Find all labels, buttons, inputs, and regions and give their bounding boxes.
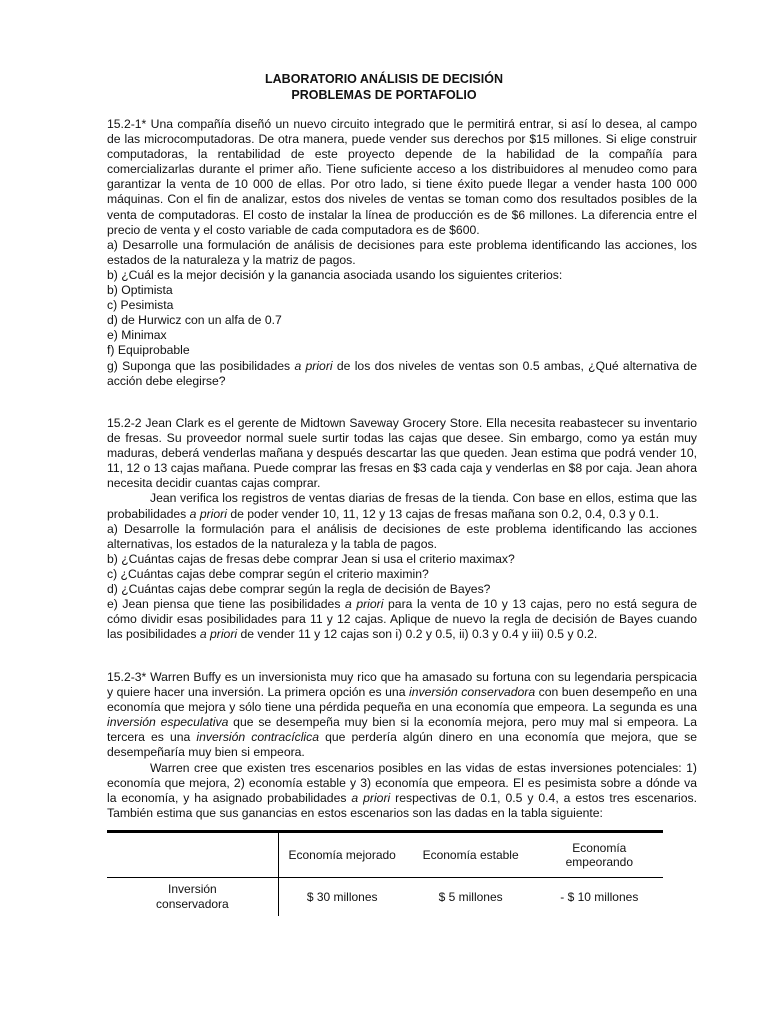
problem-15-2-3: [107, 670, 697, 821]
title-line-2: PROBLEMAS DE PORTAFOLIO: [291, 88, 477, 102]
a-priori-emphasis: a priori: [189, 506, 227, 521]
criterion-pesimista: c) Pesimista: [107, 298, 174, 313]
table-header-cell: [107, 832, 278, 878]
criterion-equiprobable: f) Equiprobable: [107, 343, 190, 358]
question-e-text: e) Jean piensa que tiene las posibilidades: [107, 597, 345, 612]
question-g-text-end: de los dos niveles de ventas son 0.5 ambas, ¿Qué alternativa de acción debe elegirse?: [107, 358, 697, 388]
table-cell: $ 5 millones: [438, 889, 503, 904]
problem-3-scenarios: [107, 761, 697, 821]
speculative-investment-emphasis: inversión especulativa: [107, 715, 229, 730]
payoff-table-container: [107, 830, 663, 916]
problem-2-question-a: a) Desarrolle la formulación para el análisis de decisiones de este problema identificando las acciones alternativas, los estados de la naturaleza y la tabla de pagos.: [107, 521, 697, 551]
problem-1-question-a: a) Desarrolle una formulación de análisis de decisiones para este problema identificando las acciones, los estados de la naturaleza y la matriz de pagos.: [107, 237, 697, 267]
table-cell: - $ 10 millones: [560, 889, 639, 904]
statement-text: que se desempeña muy bien si la economía mejora, pero muy mal si empeora. La tercera es una: [107, 715, 697, 745]
problem-2-question-e: [107, 597, 697, 642]
table-header-row: [107, 832, 663, 878]
criterion-hurwicz: d) de Hurwicz con un alfa de 0.7: [107, 313, 282, 328]
table-header-cell: Economía mejorado: [278, 832, 405, 878]
scenarios-text: Warren cree que existen tres escenarios posibles en las vidas de estas inversiones potenciales: 1) economía que mejora, 2) economía estable y 3) economía que empeora. El es pesimista sobre a dónde va la economía, y ha asignado probabilidades: [107, 760, 697, 805]
payoff-table: [107, 830, 663, 916]
statement-text: con buen desempeño en una economía que mejora y sólo tiene una pérdida pequeña en una economía que empeora. La segunda es una: [107, 685, 697, 715]
problem-15-2-2: [107, 416, 697, 642]
problem-2-question-d: d) ¿Cuántas cajas debe comprar según la regla de decisión de Bayes?: [107, 582, 491, 597]
a-priori-emphasis: a priori: [199, 627, 238, 642]
statement-text: 15.2-3* Warren Buffy es un inversionista muy rico que ha amasado su fortuna con su legendaria perspicacia y quiere hacer una inversión. La primera opción es una: [107, 670, 697, 700]
problem-2-question-b: b) ¿Cuántas cajas de fresas debe comprar Jean si usa el criterio maximax?: [107, 551, 515, 566]
question-e-text-mid: para la venta de 10 y 13 cajas, pero no está segura de cómo dividir esas posibilidades para 11 y 12 cajas. Aplique de nuevo la regla de decisión de Bayes cuando las posibilidades: [107, 597, 697, 642]
verification-text: Jean verifica los registros de ventas diarias de fresas de la tienda. Con base en ellos, estima que las probabilidades: [107, 491, 697, 521]
problem-1-question-g: [107, 359, 697, 389]
statement-text: que perdería algún dinero en una economía que mejora, que se desempeñaría muy bien si empeora.: [107, 730, 697, 760]
table-cell: $ 30 millones: [278, 878, 405, 917]
problem-2-verification: [107, 491, 697, 521]
countercyclical-investment-emphasis: inversión contracíclica: [196, 730, 320, 745]
problem-1-question-b: b) ¿Cuál es la mejor decisión y la ganancia asociada usando los siguientes criterios:: [107, 267, 563, 282]
problem-3-statement: [107, 670, 697, 761]
scenarios-text-end: respectivas de 0.1, 0.5 y 0.4, a estos tres escenarios. También estima que sus ganancias en estos escenarios son las dadas en la tabla siguiente:: [107, 790, 697, 820]
question-e-text-end: de vender 11 y 12 cajas son i) 0.2 y 0.5, ii) 0.3 y 0.4 y iii) 0.5 y 0.2.: [237, 627, 598, 642]
problem-2-question-c: c) ¿Cuántas cajas debe comprar según el criterio maximin?: [107, 566, 429, 581]
problem-1-statement: 15.2-1* Una compañía diseñó un nuevo circuito integrado que le permitirá entrar, si así lo desea, al campo de las microcomputadoras. De otra manera, puede vender sus derechos por $15 millones. Si elige construir computadoras, la rentabilidad de este proyecto depende de la habilidad de la compañía para comercializarlas durante el primer año. Tiene suficiente acceso a los distribuidores al menudeo como para garantizar la venta de 10 000 de ellas. Por otro lado, si tiene éxito puede llegar a vender hasta 100 000 máquinas. Con el fin de analizar, estos dos niveles de ventas se toman como dos resultados posibles de la venta de computadoras. El costo de instalar la línea de producción es de $6 millones. La diferencia entre el precio de venta y el costo variable de cada computadora es de $600.: [107, 117, 697, 237]
problem-2-statement: 15.2-2 Jean Clark es el gerente de Midtown Saveway Grocery Store. Ella necesita reabastecer su inventario de fresas. Su proveedor normal suele surtir todas las cajas que desee. Sin embargo, como ya están muy maduras, deberá venderlas mañana y después descartar las que queden. Jean estima que podrá vender 10, 11, 12 o 13 cajas mañana. Puede comprar las fresas en $3 cada caja y venderlas en $8 por caja. Jean ahora necesita decidir cuantas cajas comprar.: [107, 416, 697, 491]
document-title: [0, 71, 768, 103]
table-cell: Inversión conservadora: [156, 882, 229, 911]
table-row: [107, 878, 663, 917]
a-priori-emphasis: a priori: [294, 358, 333, 373]
title-line-1: LABORATORIO ANÁLISIS DE DECISIÓN: [265, 72, 503, 86]
a-priori-emphasis: a priori: [351, 790, 391, 805]
a-priori-emphasis: a priori: [345, 597, 384, 612]
table-header-cell: Economía estable: [422, 848, 519, 862]
verification-text-end: de poder vender 10, 11, 12 y 13 cajas de fresas mañana son 0.2, 0.4, 0.3 y 0.1.: [226, 506, 659, 521]
question-g-text: g) Suponga que las posibilidades: [107, 358, 295, 373]
problem-15-2-1: [107, 117, 697, 389]
conservative-investment-emphasis: inversión conservadora: [408, 685, 536, 700]
table-header-cell: Economía empeorando: [565, 841, 634, 869]
criterion-optimista: b) Optimista: [107, 283, 173, 298]
criterion-minimax: e) Minimax: [107, 328, 167, 343]
